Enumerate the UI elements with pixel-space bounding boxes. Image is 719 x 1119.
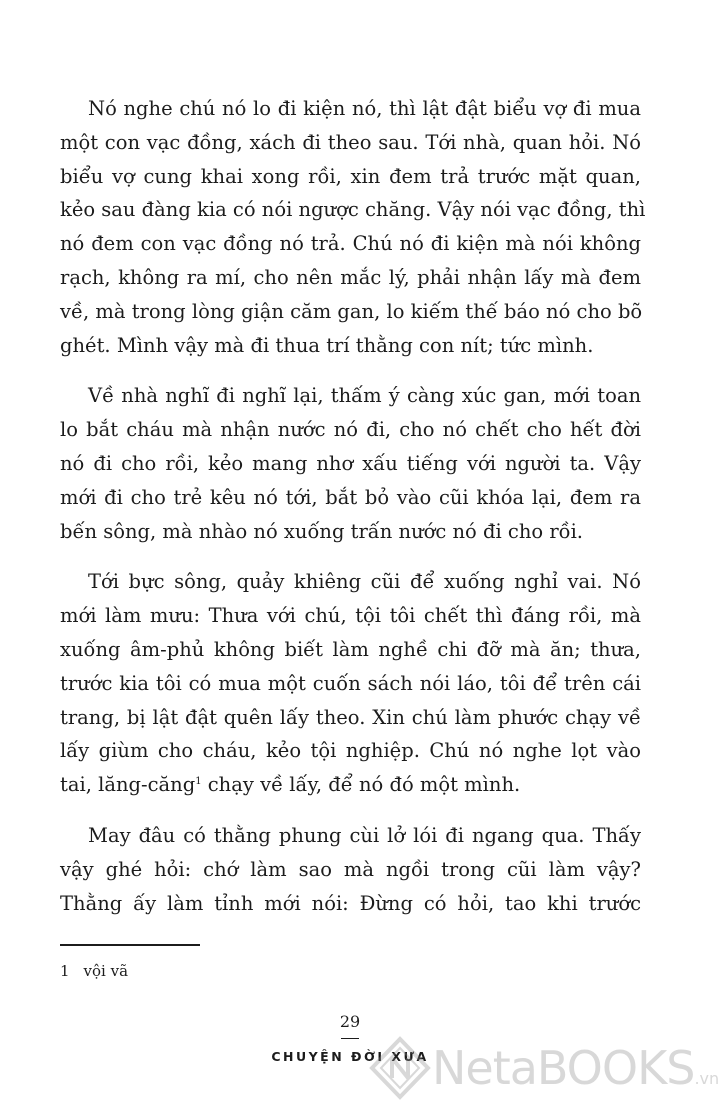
text-line: nó đem con vạc đồng nó trả. Chú nó đi kiện mà nói không	[60, 232, 641, 256]
paragraph-3	[60, 565, 641, 802]
body-text	[60, 92, 646, 937]
text-line: ghét. Mình vậy mà đi thua trí thằng con nít; tức mình.	[60, 333, 594, 357]
footnote	[60, 960, 128, 982]
text-line: mới đi cho trẻ kêu nó tới, bắt bỏ vào cũi khóa lại, đem ra	[60, 485, 641, 509]
paragraph-2	[60, 379, 641, 548]
footnote-divider	[60, 944, 200, 946]
text-line: Thằng ấy làm tỉnh mới nói: Đừng có hỏi, tao khi trước	[60, 891, 641, 915]
paragraph-1	[60, 92, 646, 362]
footnote-number: 1	[60, 962, 70, 980]
text-line: Về nhà nghĩ đi nghĩ lại, thấm ý càng xúc gan, mới toan	[88, 384, 641, 408]
footnote-text: vội vã	[83, 962, 129, 980]
paragraph-4	[60, 819, 641, 920]
text-line: kẻo sau đàng kia có nói ngược chăng. Vậy nói vạc đồng, thì	[60, 198, 646, 222]
text-line: bến sông, mà nhào nó xuống trấn nước nó đi cho rồi.	[60, 519, 584, 543]
text-line: lo bắt cháu mà nhận nước nó đi, cho nó chết cho hết đời	[60, 418, 641, 442]
text-line: rạch, không ra mí, cho nên mắc lý, phải nhận lấy mà đem	[60, 265, 641, 289]
text-line-end: chạy về lấy, để nó đó một mình.	[201, 773, 521, 797]
watermark-text	[432, 1040, 719, 1107]
text-line-start: tai, lăng-căng	[60, 773, 196, 797]
text-line: lấy giùm cho cháu, kẻo tội nghiệp. Chú nó nghe lọt vào	[60, 739, 641, 763]
text-line: một con vạc đồng, xách đi theo sau. Tới nhà, quan hỏi. Nó	[60, 130, 641, 154]
text-line: nó đi cho rồi, kẻo mang nhơ xấu tiếng với người ta. Vậy	[60, 451, 641, 475]
watermark-brand: NetaBOOKS	[432, 1041, 695, 1095]
text-line: biểu vợ cung khai xong rồi, xin đem trả trước mặt quan,	[60, 164, 641, 188]
text-line: May đâu có thằng phung cùi lở lói đi ngang qua. Thấy	[88, 823, 641, 847]
text-line: trang, bị lật đật quên lấy theo. Xin chú làm phước chạy về	[60, 705, 641, 729]
text-line: Nó nghe chú nó lo đi kiện nó, thì lật đật biểu vợ đi mua	[88, 97, 641, 120]
watermark	[368, 1030, 719, 1110]
text-line: Tới bực sông, quảy khiêng cũi để xuống nghỉ vai. Nó	[88, 570, 641, 594]
text-line: xuống âm-phủ không biết làm nghề chi đỡ mà ăn; thưa,	[60, 637, 641, 661]
text-line: mới làm mưu: Thưa với chú, tội tôi chết thì đáng rồi, mà	[60, 604, 641, 628]
running-footer-title: CHUYỆN ĐỜI XƯA	[271, 1049, 429, 1064]
page-number-divider	[341, 1038, 359, 1039]
footnote-reference: 1	[195, 776, 202, 788]
netabooks-logo-icon	[368, 1036, 432, 1100]
watermark-suffix: .vn	[694, 1069, 719, 1088]
text-line	[60, 768, 641, 802]
text-line: trước kia tôi có mua một cuốn sách nói láo, tôi để trên cái	[60, 671, 641, 695]
text-line: về, mà trong lòng giận căm gan, lo kiếm thế báo nó cho bõ	[60, 299, 643, 323]
text-line: vậy ghé hỏi: chớ làm sao mà ngồi trong cũi làm vậy?	[60, 857, 641, 881]
page-number: 29	[339, 1012, 361, 1031]
